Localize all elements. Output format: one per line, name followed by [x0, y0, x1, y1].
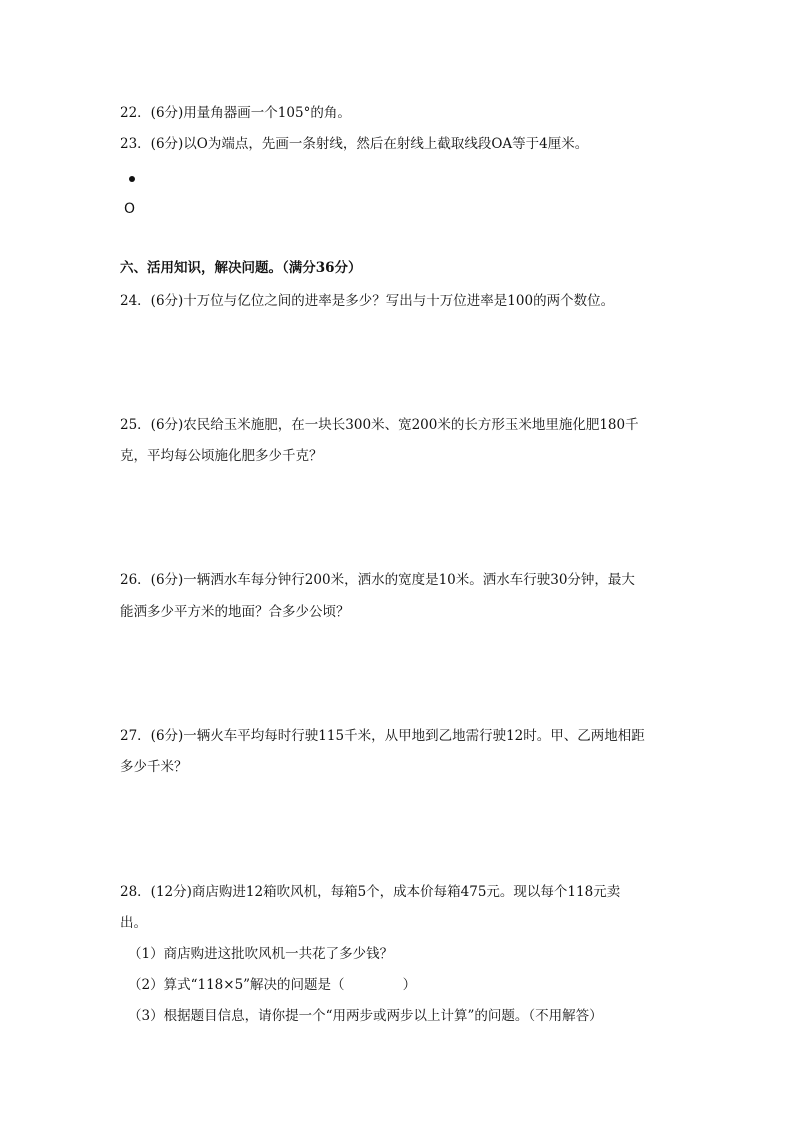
question-28-sub-2 [128, 975, 416, 995]
question-25-line-1: 25．(6分)农民给玉米施肥，在一块长300米、宽200米的长方形玉米地里施化肥180千 [120, 417, 639, 433]
section-6-heading: 六、活用知识，解决问题。（满分36分） [120, 260, 362, 276]
question-28-sub-2-close: ） [402, 977, 417, 993]
question-28-line-2: 出。 [120, 915, 147, 931]
question-28-sub-2-text: （2）算式“118×5”解决的问题是（ [128, 977, 345, 993]
question-28-line-1: 28．(12分)商店购进12箱吹风机，每箱5个，成本价每箱475元。现以每个118元卖 [120, 884, 621, 900]
question-22: 22．(6分)用量角器画一个105°的角。 [120, 105, 351, 121]
question-25-line-2: 克，平均每公顷施化肥多少千克？ [120, 448, 323, 464]
point-o-label: O [124, 201, 136, 217]
question-24: 24．(6分)十万位与亿位之间的进率是多少？写出与十万位进率是100的两个数位。 [120, 293, 615, 309]
question-28-sub-3: （3）根据题目信息，请你提一个“用两步或两步以上计算”的问题。（不用解答） [128, 1008, 603, 1024]
question-26-line-2: 能洒多少平方米的地面？合多少公顷？ [120, 604, 350, 620]
point-o-dot [129, 176, 135, 182]
question-28-sub-1: （1）商店购进这批吹风机一共花了多少钱？ [128, 946, 394, 962]
question-27-line-2: 多少千米？ [120, 759, 188, 775]
question-23: 23．(6分)以O为端点，先画一条射线，然后在射线上截取线段OA等于4厘米。 [120, 136, 589, 152]
question-26-line-1: 26．(6分)一辆洒水车每分钟行200米，洒水的宽度是10米。洒水车行驶30分钟，最大 [120, 572, 635, 588]
question-27-line-1: 27．(6分)一辆火车平均每时行驶115千米，从甲地到乙地需行驶12时。甲、乙两地相距 [120, 728, 645, 744]
